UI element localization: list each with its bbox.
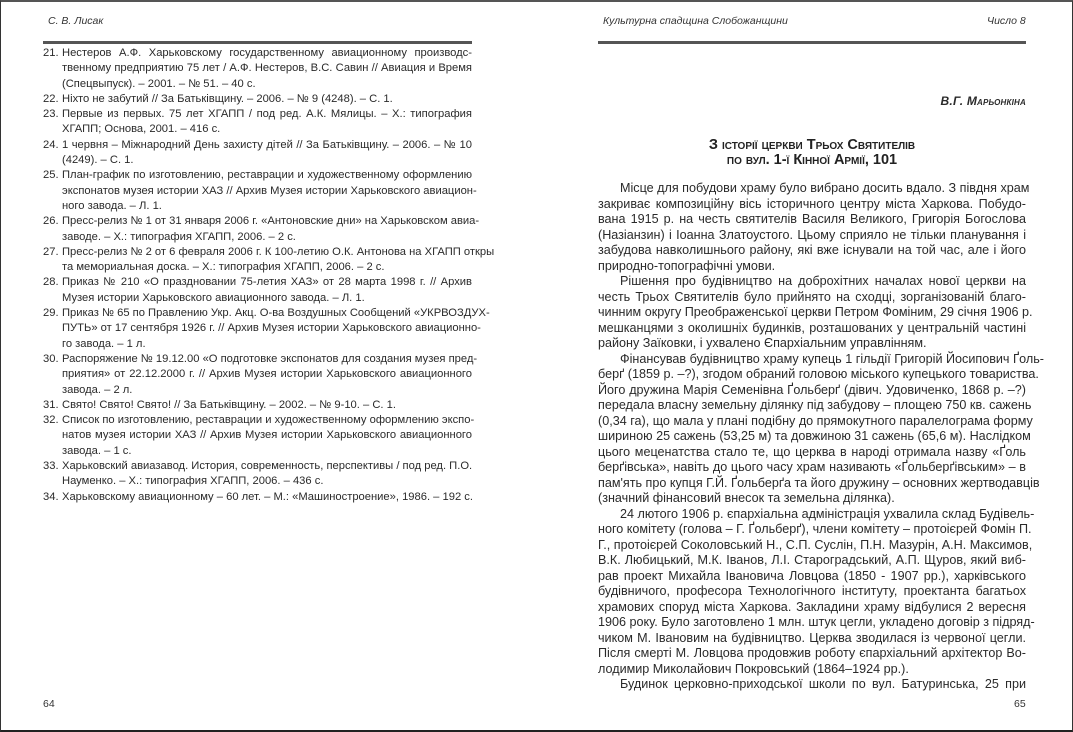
- reference-item: [43, 459, 472, 490]
- reference-number: 31.: [43, 398, 59, 411]
- reference-line: ного завода. – Л. 1.: [62, 199, 162, 212]
- reference-number: 22.: [43, 92, 59, 105]
- reference-line: го завода. – 1 л.: [62, 337, 146, 350]
- reference-item: [43, 168, 477, 214]
- paragraph-line: чинним округу Преображенської церкви Петром Фоміним, 29 січня 1906 р.: [598, 305, 1033, 319]
- reference-line: Ніхто не забутий // За Батьківщину. – 2006. – № 9 (4248). – С. 1.: [62, 92, 393, 105]
- paragraph-line: чиком М. Івановим на будівництво. Церква зводилася із червоної цегли.: [598, 630, 1026, 645]
- reference-line: Музея истории Харьковского авиационного завода. – Л. 1.: [62, 291, 365, 304]
- reference-line: натов музея истории ХАЗ // Архив Музея истории Харьковского авиационного: [62, 429, 472, 442]
- reference-line: ПУТЬ» от 17 сентября 1926 г. // Архив Музея истории Харьковского авиационно-: [62, 322, 481, 335]
- left-header-rule: [43, 41, 472, 44]
- left-page-number: 64: [43, 698, 55, 710]
- paragraph-line: рав проект Михайла Івановича Ловцова (1850 - 1907 рр.), харківського: [598, 568, 1026, 583]
- reference-item: [43, 214, 480, 245]
- reference-line: твенному предприятию 75 лет / А.Ф. Нестеров, В.С. Савин // Авиация и Время: [62, 62, 472, 75]
- reference-item: [43, 245, 495, 276]
- left-running-head: С. В. Лисак: [48, 15, 104, 27]
- paragraph-line: 1906 року. Було заготовлено 1 млн. штук цегли, укладено договір з підряд-: [598, 615, 1035, 629]
- article-title: [598, 138, 1026, 168]
- reference-line: Распоряжение № 19.12.00 «О подготовке экспонатов для создания музея пред-: [62, 352, 478, 365]
- paragraph-line: шириною 25 сажень (53,25 м) та довжиною 31 сажень (65,6 м). Наслідком: [598, 429, 1031, 443]
- paragraph-line: (значний фінансовий внесок та земельна ділянка).: [598, 491, 895, 505]
- right-header-rule: [598, 41, 1026, 44]
- reference-line: завода. – 2 л.: [62, 383, 133, 396]
- issue-number: Число 8: [987, 15, 1026, 27]
- paragraph-line: 24 лютого 1906 р. єпархіальна адміністрація ухвалила склад Будівель-: [620, 506, 1035, 521]
- reference-line: приятия» от 22.12.2000 г. // Архив Музея истории Харьковского авиационного: [62, 368, 472, 381]
- paragraph: [598, 181, 1030, 274]
- paragraph: [598, 677, 1026, 693]
- reference-number: 30.: [43, 352, 59, 365]
- paragraph-line: В.К. Любицький, М.К. Іванов, Л.І. Староградський, А.П. Щуров, який виб-: [598, 553, 1026, 567]
- paragraph: [598, 274, 1033, 352]
- paragraph-line: берґ (1859 р. –?), згодом обраний головою міського купецького товариства.: [598, 367, 1039, 381]
- paragraph: [598, 506, 1035, 678]
- right-page-number: 65: [1014, 698, 1026, 710]
- paragraph-line: храмових споруд міста Харкова. Закладини храму відбулися 2 вересня: [598, 599, 1026, 614]
- reference-number: 27.: [43, 245, 59, 258]
- reference-item: [43, 138, 472, 169]
- reference-number: 32.: [43, 414, 59, 427]
- reference-number: 29.: [43, 307, 59, 320]
- paragraph-line: будівничого, професора Технологічного інституту, проектанта багатьох: [598, 584, 1026, 598]
- paragraph-line: (0,34 га), що мала у плані подібну до прямокутного паралелограма форму: [598, 413, 1033, 428]
- reference-item: [43, 352, 478, 398]
- reference-line: (4249). – С. 1.: [62, 154, 134, 167]
- paragraph-line: району Заїковки, і ухвалено Єпархіальним управлінням.: [598, 336, 927, 350]
- article-title-line: З історії церкви Трьох Святителів: [708, 137, 916, 153]
- reference-item: [43, 92, 472, 107]
- reference-item: [43, 490, 472, 505]
- reference-line: Науменко. – Х.: типография ХГАПП, 2006. – 436 с.: [62, 475, 324, 488]
- reference-line: Пресс-релиз № 1 от 31 января 2006 г. «Антоновские дни» на Харьковском авиа-: [62, 215, 480, 228]
- reference-line: экспонатов музея истории ХАЗ // Архив Музея истории Харьковского авиацион-: [62, 184, 477, 197]
- paragraph-line: Будинок церковно-приходської школи по вул. Батуринська, 25 при: [620, 677, 1026, 691]
- paragraph-line: мешканцями з околишніх будинків, розташованих у центральній частині: [598, 320, 1026, 335]
- reference-line: заводе. – Х.: типография ХГАПП, 2006. – 2 с.: [62, 230, 296, 243]
- paragraph: [598, 351, 1044, 507]
- reference-number: 34.: [43, 490, 59, 503]
- paragraph-line: закриває композиційну вісь історичного центру міста Харкова. Побудо-: [598, 196, 1026, 211]
- reference-number: 23.: [43, 108, 59, 121]
- paragraph-line: пам'ять про купця Г.Й. Ґольберґа та його дружину – основних жертводавців: [598, 475, 1040, 490]
- reference-line: 1 червня – Міжнародний День захисту дітей // За Батьківщину. – 2006. – № 10: [62, 138, 472, 151]
- paragraph-line: Г., протоієрей Соколовський Н., С.П. Суслін, П.Н. Мазурін, А.Н. Максимов,: [598, 537, 1033, 552]
- reference-line: завода. – 1 с.: [62, 444, 132, 457]
- reference-line: Нестеров А.Ф. Харьковскому государственному авиационному производс-: [62, 47, 472, 59]
- paragraph-line: Його дружина Марія Семенівна Ґольберґ (дівич. Удовиченко, 1868 р. –?): [598, 382, 1026, 397]
- paragraph-line: Після смерті М. Ловцова продовжив роботу єпархіальний архітектор Во-: [598, 646, 1026, 660]
- paragraph-line: Місце для побудови храму було вибрано досить вдало. З півдня храм: [620, 181, 1030, 195]
- reference-item: [43, 46, 472, 92]
- right-running-head: Культурна спадщина Слобожанщини: [603, 15, 788, 27]
- paragraph-line: (Назіанзин) і Іоанна Златоустого. Цьому сприяло не тільки планування і: [598, 227, 1026, 242]
- article-author: В.Г. Марьонкіна: [940, 94, 1026, 108]
- reference-number: 26.: [43, 215, 59, 228]
- reference-line: Приказ № 210 «О праздновании 75-летия ХАЗ» от 28 марта 1998 г. // Архив: [62, 276, 472, 289]
- paragraph-line: забудова навколишнього району, які вже існували на той час, але і його: [598, 243, 1026, 257]
- reference-number: 24.: [43, 138, 59, 151]
- paragraph-line: честь Трьох Святителів було прийнято на сходці, зорганізованій благо-: [598, 289, 1026, 304]
- reference-item: [43, 306, 490, 352]
- reference-list: [43, 46, 495, 505]
- reference-number: 28.: [43, 276, 59, 289]
- paragraph-line: вана 1915 р. на честь святителів Василя Великого, Григорія Богослова: [598, 212, 1026, 226]
- reference-item: [43, 398, 472, 413]
- reference-line: Список по изготовлению, реставрации и художественному оформлению экспо-: [62, 414, 475, 427]
- reference-line: Приказ № 65 по Правлению Укр. Акц. О-ва Воздушных Сообщений «УКРВОЗДУХ-: [62, 307, 490, 320]
- article-title-line: по вул. 1-ї Кінної Армії, 101: [726, 152, 898, 168]
- paragraph-line: лодимир Миколайович Покровський (1864–1924 рр.).: [598, 661, 909, 676]
- article-body: [598, 181, 1044, 693]
- paragraph-line: Фінансував будівництво храму купець 1 гільдії Григорій Йосипович Ґоль-: [620, 351, 1044, 366]
- reference-number: 21.: [43, 47, 59, 59]
- paragraph-line: Рішення про будівництво на доброхітних началах нової церкви на: [620, 274, 1026, 288]
- paragraph-line: цього меценатства стало те, що церква в народі отримала назву «Ґоль: [598, 444, 1026, 459]
- reference-item: [43, 107, 472, 138]
- paragraph-line: природно-топографічні умови.: [598, 258, 776, 273]
- reference-line: Пресс-релиз № 2 от 6 февраля 2006 г. К 100-летию О.К. Антонова на ХГАПП откры: [62, 245, 495, 258]
- reference-line: Харьковский авиазавод. История, современность, перспективы / под ред. П.О.: [62, 460, 473, 473]
- paragraph-line: передала власну земельну ділянку під забудову – площею 750 кв. сажень: [598, 398, 1032, 412]
- reference-item: [43, 413, 475, 459]
- reference-number: 25.: [43, 169, 59, 182]
- paragraph-line: берґівська», навіть до цього часу храм називають «Ґольберґівським» – в: [598, 460, 1026, 474]
- reference-line: Первые из первых. 75 лет ХГАПП / под ред. А.К. Мялицы. – Х.: типография: [62, 108, 472, 121]
- reference-line: Харьковскому авиационному – 60 лет. – М.: «Машиностроение», 1986. – 192 с.: [62, 490, 473, 503]
- reference-line: та мемориальная доска. – Х.: типография ХГАПП, 2006. – 2 с.: [62, 261, 385, 274]
- reference-number: 33.: [43, 460, 59, 473]
- reference-line: Свято! Свято! Свято! // За Батьківщину. – 2002. – № 9-10. – С. 1.: [62, 398, 396, 411]
- reference-line: ХГАПП; Основа, 2001. – 416 с.: [62, 123, 221, 136]
- reference-line: План-график по изготовлению, реставрации и художественному оформлению: [62, 169, 472, 182]
- paragraph-line: ного комітету (голова – Г. Ґольберґ), члени комітету – протоієрей Фомін П.: [598, 522, 1032, 536]
- reference-item: [43, 275, 472, 306]
- reference-line: (Спецвыпуск). – 2001. – № 51. – 40 с.: [62, 77, 256, 90]
